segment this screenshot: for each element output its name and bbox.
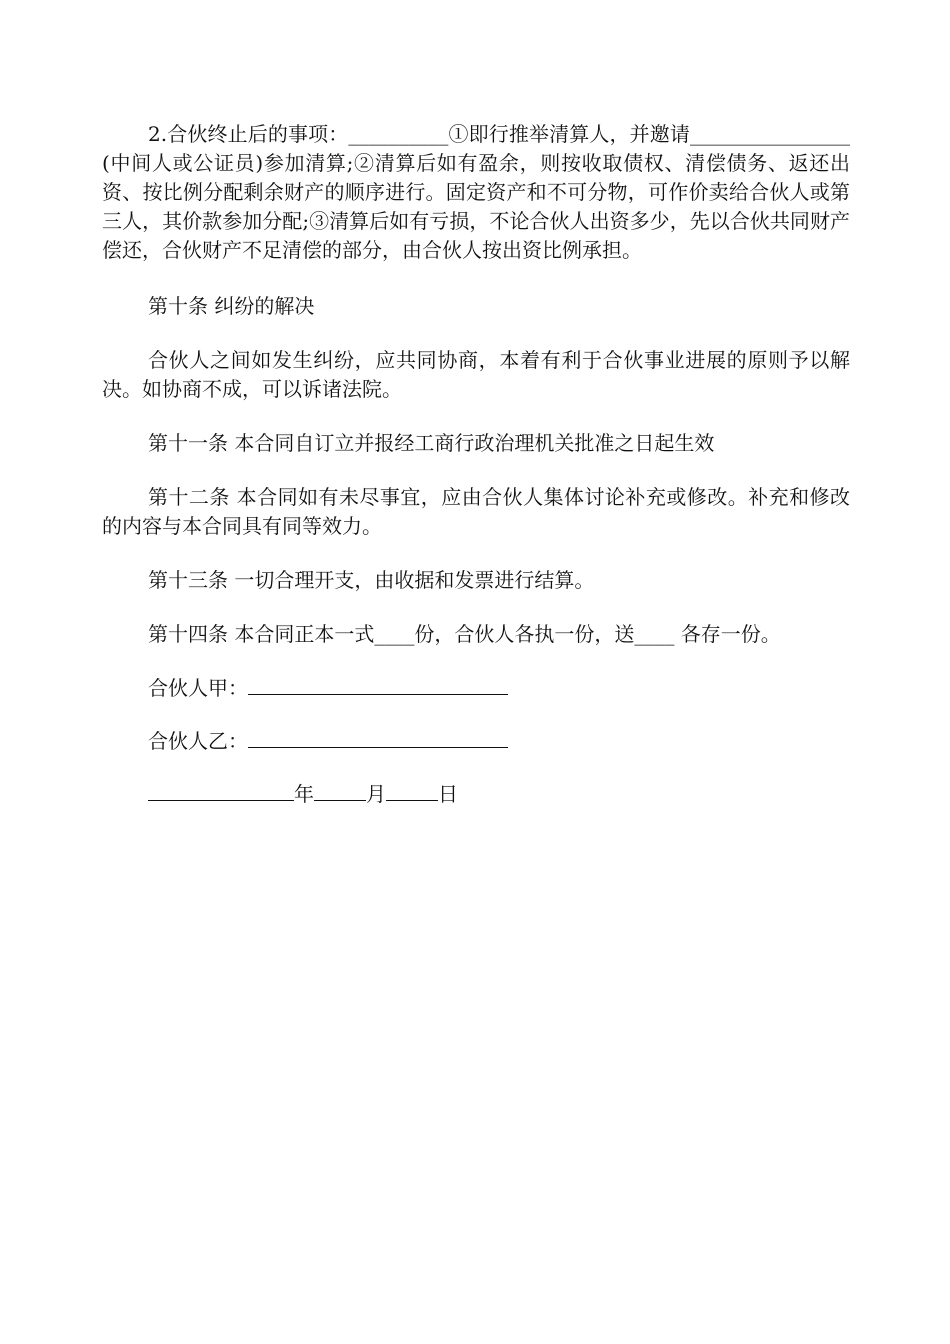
article-10-body: 合伙人之间如发生纠纷，应共同协商，本着有利于合伙事业进展的原则予以解决。如协商不成，可以诉诸法院。 [102, 348, 850, 401]
day-blank[interactable] [386, 780, 438, 801]
signature-party-a [148, 674, 850, 703]
article-14: 第十四条 本合同正本一式____份，合伙人各执一份，送____ 各存一份。 [148, 622, 781, 646]
party-a-label: 合伙人甲： [148, 676, 248, 700]
article-11: 第十一条 本合同自订立并报经工商行政治理机关批准之日起生效 [148, 431, 715, 455]
article-10-heading: 第十条 纠纷的解决 [148, 294, 315, 318]
article-13: 第十三条 一切合理开支，由收据和发票进行结算。 [148, 568, 595, 592]
clause-termination-matters: 2.合伙终止后的事项：__________①即行推举清算人，并邀请________________(中间人或公证员)参加清算;②清算后如有盈余，则按收取债权、清偿债务、返还出资、按比例分配剩余财产的顺序进行。固定资产和不可分物，可作价卖给合伙人或第三人，其价款参加分配;③清算后如有亏损，不论合伙人出资多少，先以合伙共同财产偿还，合伙财产不足清偿的部分，由合伙人按出资比例承担。 [102, 122, 850, 262]
signature-date [148, 780, 850, 809]
party-b-signature-blank[interactable] [248, 727, 508, 748]
month-blank[interactable] [314, 780, 366, 801]
day-label: 日 [438, 782, 458, 806]
month-label: 月 [366, 782, 386, 806]
signature-party-b [148, 727, 850, 756]
year-label: 年 [294, 782, 314, 806]
year-blank[interactable] [148, 780, 294, 801]
party-b-label: 合伙人乙： [148, 729, 248, 753]
party-a-signature-blank[interactable] [248, 674, 508, 695]
article-12: 第十二条 本合同如有未尽事宜，应由合伙人集体讨论补充或修改。补充和修改的内容与本合同具有同等效力。 [102, 485, 850, 538]
document-page [102, 120, 850, 833]
